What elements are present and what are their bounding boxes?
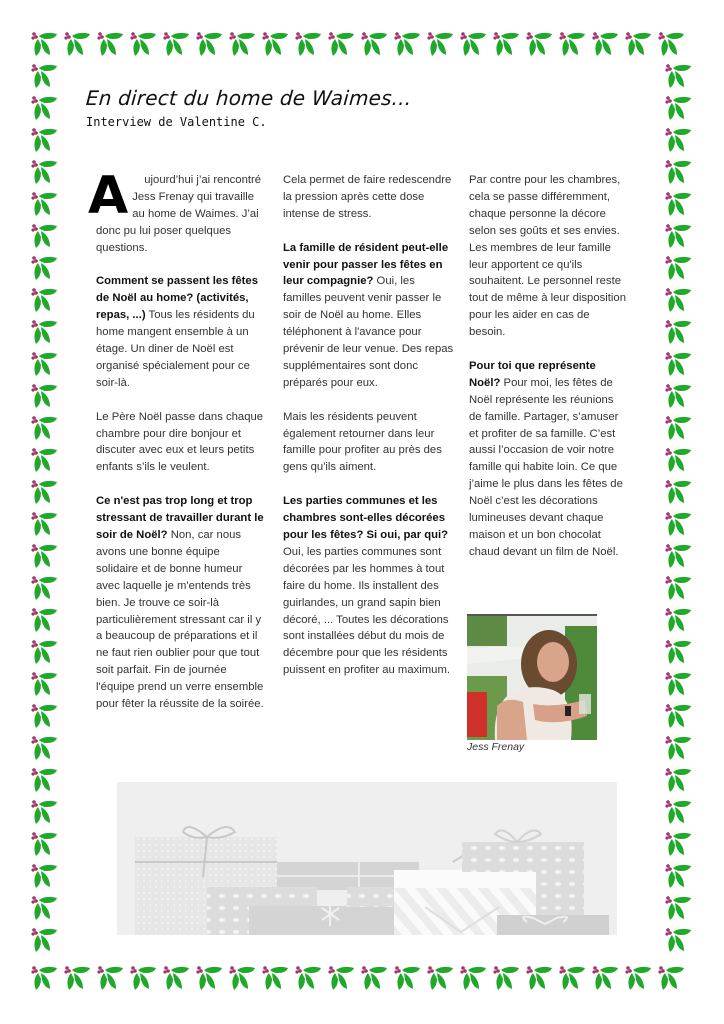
holly-sprig-icon	[30, 828, 63, 860]
qa-paragraph-2	[96, 493, 264, 713]
holly-sprig-icon	[30, 284, 63, 316]
holly-sprig-icon	[30, 252, 63, 284]
rooms-paragraph: Par contre pour les chambres, cela se passe différemment, chaque personne la décore selon ses goûts et ses envies. Les membres de leur famille leur apportent ce qu'ils souhaitent. Le personnel reste tout de même à leur disposition pour les aider en cas de besoin.	[469, 174, 626, 339]
holly-sprig-icon	[30, 860, 63, 892]
holly-sprig-icon	[624, 28, 657, 60]
holly-sprig-icon	[360, 962, 393, 994]
holly-sprig-icon	[624, 962, 657, 994]
holly-border-right	[664, 60, 697, 956]
holly-sprig-icon	[664, 764, 697, 796]
gift-boxes-illustration	[117, 782, 617, 935]
holly-sprig-icon	[63, 962, 96, 994]
holly-sprig-icon	[30, 380, 63, 412]
holly-sprig-icon	[657, 962, 690, 994]
holly-sprig-icon	[591, 962, 624, 994]
holly-sprig-icon	[30, 444, 63, 476]
holly-sprig-icon	[591, 28, 624, 60]
qa-paragraph-5	[469, 358, 627, 561]
holly-sprig-icon	[30, 668, 63, 700]
holly-sprig-icon	[558, 28, 591, 60]
holly-sprig-icon	[195, 962, 228, 994]
holly-sprig-icon	[664, 540, 697, 572]
intro-paragraph	[88, 166, 264, 257]
holly-sprig-icon	[30, 924, 63, 956]
holly-sprig-icon	[30, 636, 63, 668]
question-2: Ce n'est pas trop long et trop stressant de travailler durant le soir de Noël?	[96, 495, 264, 541]
holly-sprig-icon	[30, 476, 63, 508]
holly-sprig-icon	[525, 962, 558, 994]
holly-sprig-icon	[294, 962, 327, 994]
holly-sprig-icon	[261, 962, 294, 994]
holly-sprig-icon	[228, 28, 261, 60]
answer-2: Non, car nous avons une bonne équipe solidaire et de bonne humeur avec laquelle je m'entends très bien. Je trouve ce soir-là particulièrement stressant car il y a beaucoup de préparations et il ne faut rien oublier pour que tout soit parfait. Fin de journée l'équipe prend un verre ensemble pour fêter la réussite de la soirée.	[96, 528, 264, 711]
holly-sprig-icon	[558, 962, 591, 994]
holly-sprig-icon	[664, 252, 697, 284]
gift-box-bottom-right	[497, 915, 609, 935]
holly-sprig-icon	[459, 28, 492, 60]
drop-cap: A	[88, 166, 129, 226]
holly-sprig-icon	[664, 668, 697, 700]
holly-sprig-icon	[664, 124, 697, 156]
holly-border-bottom	[30, 962, 690, 994]
holly-sprig-icon	[426, 962, 459, 994]
text-column-2	[283, 172, 455, 696]
holly-sprig-icon	[162, 28, 195, 60]
photo-illustration	[467, 616, 597, 740]
answer-5: Pour moi, les fêtes de Noël représente les réunions de famille. Partager, s’amuser et profiter de sa famille. C’est aussi l’occasion de voir notre famille qui habite loin. Ce que j’aime le plus dans les fêtes de Noël c’est les décorations lumineuses devant chaque maison et un bon chocolat chaud devant un film de Noël.	[469, 376, 623, 558]
holly-sprig-icon	[664, 220, 697, 252]
holly-sprig-icon	[664, 828, 697, 860]
holly-border-left	[30, 60, 63, 956]
holly-sprig-icon	[664, 444, 697, 476]
gift-banner	[117, 782, 617, 935]
holly-sprig-icon	[30, 412, 63, 444]
holly-sprig-icon	[30, 604, 63, 636]
qa-paragraph-3	[283, 240, 455, 392]
holly-sprig-icon	[327, 962, 360, 994]
holly-sprig-icon	[664, 508, 697, 540]
holly-sprig-icon	[96, 28, 129, 60]
holly-sprig-icon	[657, 28, 690, 60]
question-5: Pour toi que représente Noël?	[469, 359, 596, 389]
holly-sprig-icon	[30, 316, 63, 348]
holly-sprig-icon	[30, 508, 63, 540]
intro-text: ujourd’hui j’ai rencontré Jess Frenay qui travaille au home de Waimes.	[132, 174, 262, 220]
holly-sprig-icon	[664, 60, 697, 92]
photo-caption: Jess Frenay	[467, 741, 525, 753]
question-3: La famille de résident peut-elle venir pour passer les fêtes en leur compagnie?	[283, 241, 449, 288]
holly-sprig-icon	[30, 60, 63, 92]
text-column-1	[88, 166, 264, 730]
holly-sprig-icon	[664, 924, 697, 956]
qa-paragraph-1	[96, 273, 264, 391]
holly-sprig-icon	[393, 962, 426, 994]
santa-paragraph: Le Père Noël passe dans chaque chambre pour dire bonjour et discuter avec eux et leurs petits enfants s’ils le veulent.	[96, 410, 264, 474]
holly-sprig-icon	[492, 28, 525, 60]
holly-sprig-icon	[393, 28, 426, 60]
holly-sprig-icon	[30, 348, 63, 380]
holly-sprig-icon	[30, 220, 63, 252]
holly-sprig-icon	[459, 962, 492, 994]
qa-paragraph-4	[283, 493, 455, 679]
holly-sprig-icon	[30, 892, 63, 924]
holly-sprig-icon	[30, 540, 63, 572]
holly-sprig-icon	[664, 892, 697, 924]
holly-sprig-icon	[30, 92, 63, 124]
holly-sprig-icon	[63, 28, 96, 60]
holly-sprig-icon	[664, 380, 697, 412]
holly-sprig-icon	[525, 28, 558, 60]
intro-text-2: J’ai donc pu lui poser quelques questions.	[96, 207, 259, 254]
holly-sprig-icon	[30, 764, 63, 796]
return-paragraph: Mais les résidents peuvent également retourner dans leur famille pour profiter au près des gens qu'ils aiment.	[283, 410, 442, 474]
answer-1: Tous les résidents du home mangent ensemble à un étage. Un diner de Noël est organisé spécialement pour ce soir-là.	[96, 309, 255, 389]
text-column-3	[469, 172, 627, 578]
holly-sprig-icon	[129, 962, 162, 994]
holly-sprig-icon	[129, 28, 162, 60]
holly-sprig-icon	[30, 188, 63, 220]
holly-sprig-icon	[664, 92, 697, 124]
holly-sprig-icon	[664, 476, 697, 508]
holly-sprig-icon	[30, 962, 63, 994]
answer-4: Oui, les parties communes sont décorées par les hommes à tout faire du home. Ils installent des guirlandes, un grand sapin bien décoré, ... Toutes les décorations sont installées début du mois de décembre pour que les résidents puissent en profiter au maximum.	[283, 545, 451, 677]
holly-sprig-icon	[195, 28, 228, 60]
article-subtitle: Interview de Valentine C.	[86, 115, 267, 129]
interviewee-photo	[467, 614, 597, 740]
question-4: Les parties communes et les chambres sont-elles décorées pour les fêtes? Si oui, par qui?	[283, 495, 449, 541]
holly-sprig-icon	[664, 860, 697, 892]
holly-sprig-icon	[261, 28, 294, 60]
holly-sprig-icon	[228, 962, 261, 994]
holly-sprig-icon	[30, 732, 63, 764]
holly-sprig-icon	[664, 156, 697, 188]
holly-sprig-icon	[664, 316, 697, 348]
holly-sprig-icon	[162, 962, 195, 994]
article-title: En direct du home de Waimes...	[85, 86, 413, 110]
holly-border-top	[30, 28, 690, 60]
holly-sprig-icon	[30, 796, 63, 828]
holly-sprig-icon	[30, 124, 63, 156]
holly-sprig-icon	[664, 604, 697, 636]
holly-sprig-icon	[426, 28, 459, 60]
holly-sprig-icon	[664, 572, 697, 604]
holly-sprig-icon	[664, 188, 697, 220]
holly-sprig-icon	[664, 700, 697, 732]
question-1: Comment se passent les fêtes de Noël au home? (activités, repas, ...)	[96, 275, 258, 322]
holly-sprig-icon	[96, 962, 129, 994]
holly-sprig-icon	[664, 412, 697, 444]
holly-sprig-icon	[664, 636, 697, 668]
holly-sprig-icon	[30, 700, 63, 732]
holly-sprig-icon	[30, 156, 63, 188]
holly-sprig-icon	[30, 572, 63, 604]
holly-sprig-icon	[30, 28, 63, 60]
holly-sprig-icon	[664, 284, 697, 316]
holly-sprig-icon	[664, 796, 697, 828]
holly-sprig-icon	[327, 28, 360, 60]
answer-3: Oui, les familles peuvent venir passer le soir de Noël au home. Elles téléphonent à l'avance pour prévenir de leur venue. Des repas supplémentaires sont donc préparés pour eux.	[283, 275, 454, 389]
holly-sprig-icon	[294, 28, 327, 60]
holly-sprig-icon	[664, 348, 697, 380]
holly-sprig-icon	[664, 732, 697, 764]
pressure-paragraph: Cela permet de faire redescendre la pression après cette dose intense de stress.	[283, 174, 452, 220]
gift-box-bow	[249, 906, 394, 935]
holly-sprig-icon	[492, 962, 525, 994]
holly-sprig-icon	[360, 28, 393, 60]
